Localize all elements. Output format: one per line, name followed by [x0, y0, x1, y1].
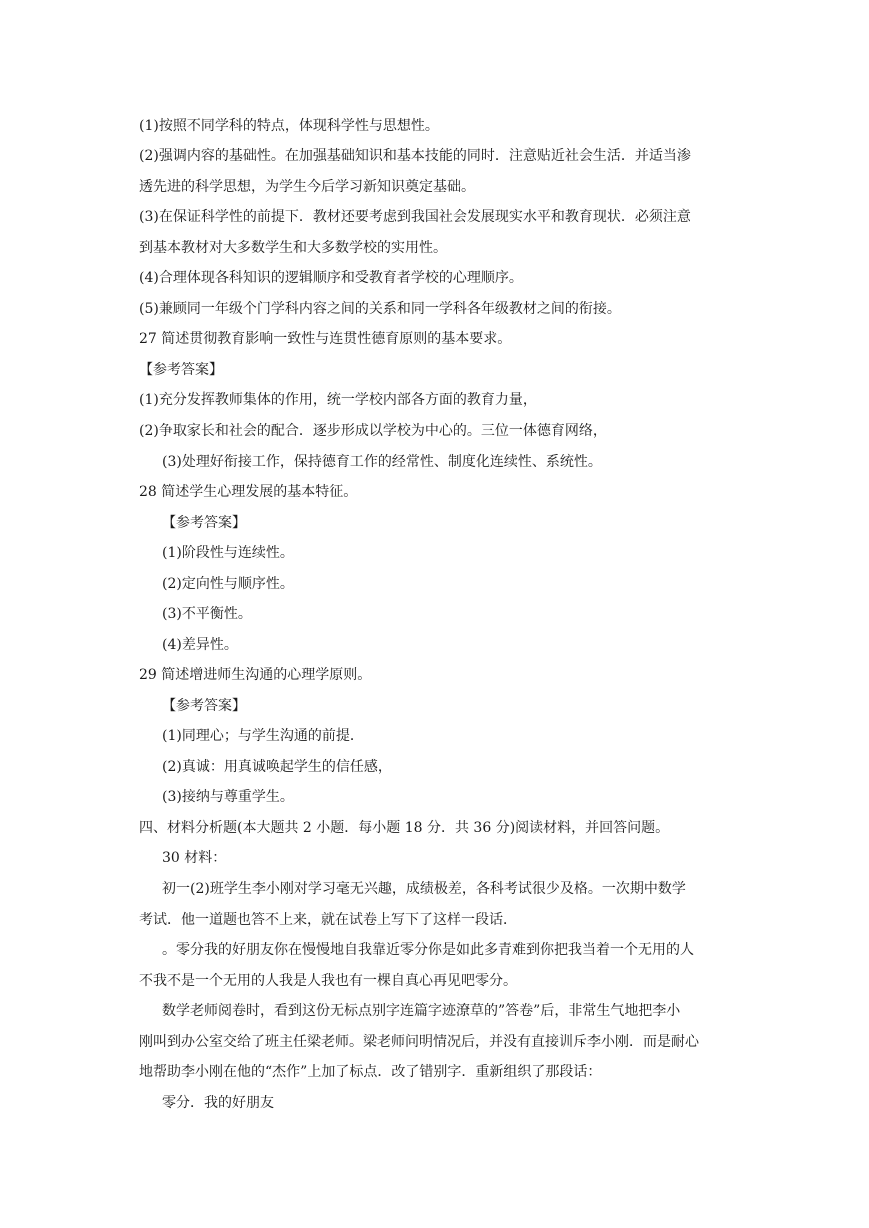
- paragraph-line: 零分．我的好朋友: [162, 1095, 274, 1111]
- text-line: 到基本教材对大多数学生和大多数学校的实用性。: [139, 240, 447, 256]
- text-line: (4)差异性。: [162, 637, 238, 653]
- text-line: (5)兼顾同一年级个门学科内容之间的关系和同一学科各年级教材之间的衔接。: [139, 301, 621, 317]
- answer-label: 【参考答案】: [162, 515, 246, 531]
- text-line: (2)定向性与顺序性。: [162, 576, 294, 592]
- paragraph-line: 初一(2)班学生李小刚对学习毫无兴趣，成绩极差，各科考试很少及格。一次期中数学: [162, 881, 686, 897]
- answer-label: 【参考答案】: [139, 362, 223, 378]
- text-line: (1)按照不同学科的特点，体现科学性与思想性。: [139, 118, 439, 134]
- material-label: 30 材料：: [162, 850, 227, 866]
- question-heading: 28 简述学生心理发展的基本特征。: [139, 484, 358, 500]
- text-line: 透先进的科学思想，为学生今后学习新知识奠定基础。: [139, 179, 475, 195]
- paragraph-line: 。零分我的好朋友你在慢慢地自我靠近零分你是如此多青难到你把我当着一个无用的人: [162, 942, 694, 958]
- text-line: (3)在保证科学性的前提下．教材还要考虑到我国社会发展现实水平和教育现状．必须注意: [139, 209, 691, 225]
- text-line: (4)合理体现各科知识的逻辑顺序和受教育者学校的心理顺序。: [139, 270, 523, 286]
- paragraph-line: 数学老师阅卷时，看到这份无标点别字连篇字迹潦草的”答卷”后，非常生气地把李小: [162, 1003, 681, 1019]
- paragraph-line: 刚叫到办公室交给了班主任梁老师。梁老师问明情况后，并没有直接训斥李小刚．而是耐心: [139, 1034, 699, 1050]
- text-line: (1)阶段性与连续性。: [162, 545, 294, 561]
- text-line: (1)同理心；与学生沟通的前提．: [162, 728, 364, 744]
- text-line: (1)充分发挥教师集体的作用，统一学校内部各方面的教育力量，: [139, 392, 537, 408]
- paragraph-line: 地帮助李小刚在他的“杰作”上加了标点．改了错别字．重新组织了那段话：: [139, 1064, 602, 1080]
- section-heading: 四、材料分析题(本大题共 2 小题．每小题 18 分．共 36 分)阅读材料，并回答问题。: [139, 820, 670, 836]
- paragraph-line: 不我不是一个无用的人我是人我也有一棵自真心再见吧零分。: [139, 973, 517, 989]
- paragraph-line: 考试．他一道题也答不上来，就在试卷上写下了这样一段话．: [139, 912, 517, 928]
- text-line: (3)不平衡性。: [162, 606, 252, 622]
- text-line: (2)强调内容的基础性。在加强基础知识和基本技能的同时．注意贴近社会生活．并适当渗: [139, 148, 691, 164]
- answer-label: 【参考答案】: [162, 698, 246, 714]
- text-line: (3)处理好衔接工作，保持德育工作的经常性、制度化连续性、系统性。: [162, 454, 602, 470]
- text-line: (3)接纳与尊重学生。: [162, 789, 294, 805]
- question-heading: 27 简述贯彻教育影响一致性与连贯性德育原则的基本要求。: [139, 331, 512, 347]
- question-heading: 29 简述增进师生沟通的心理学原则。: [139, 667, 372, 683]
- text-line: (2)真诚：用真诚唤起学生的信任感，: [162, 759, 392, 775]
- text-line: (2)争取家长和社会的配合．逐步形成以学校为中心的。三位一体德育网络，: [139, 423, 607, 439]
